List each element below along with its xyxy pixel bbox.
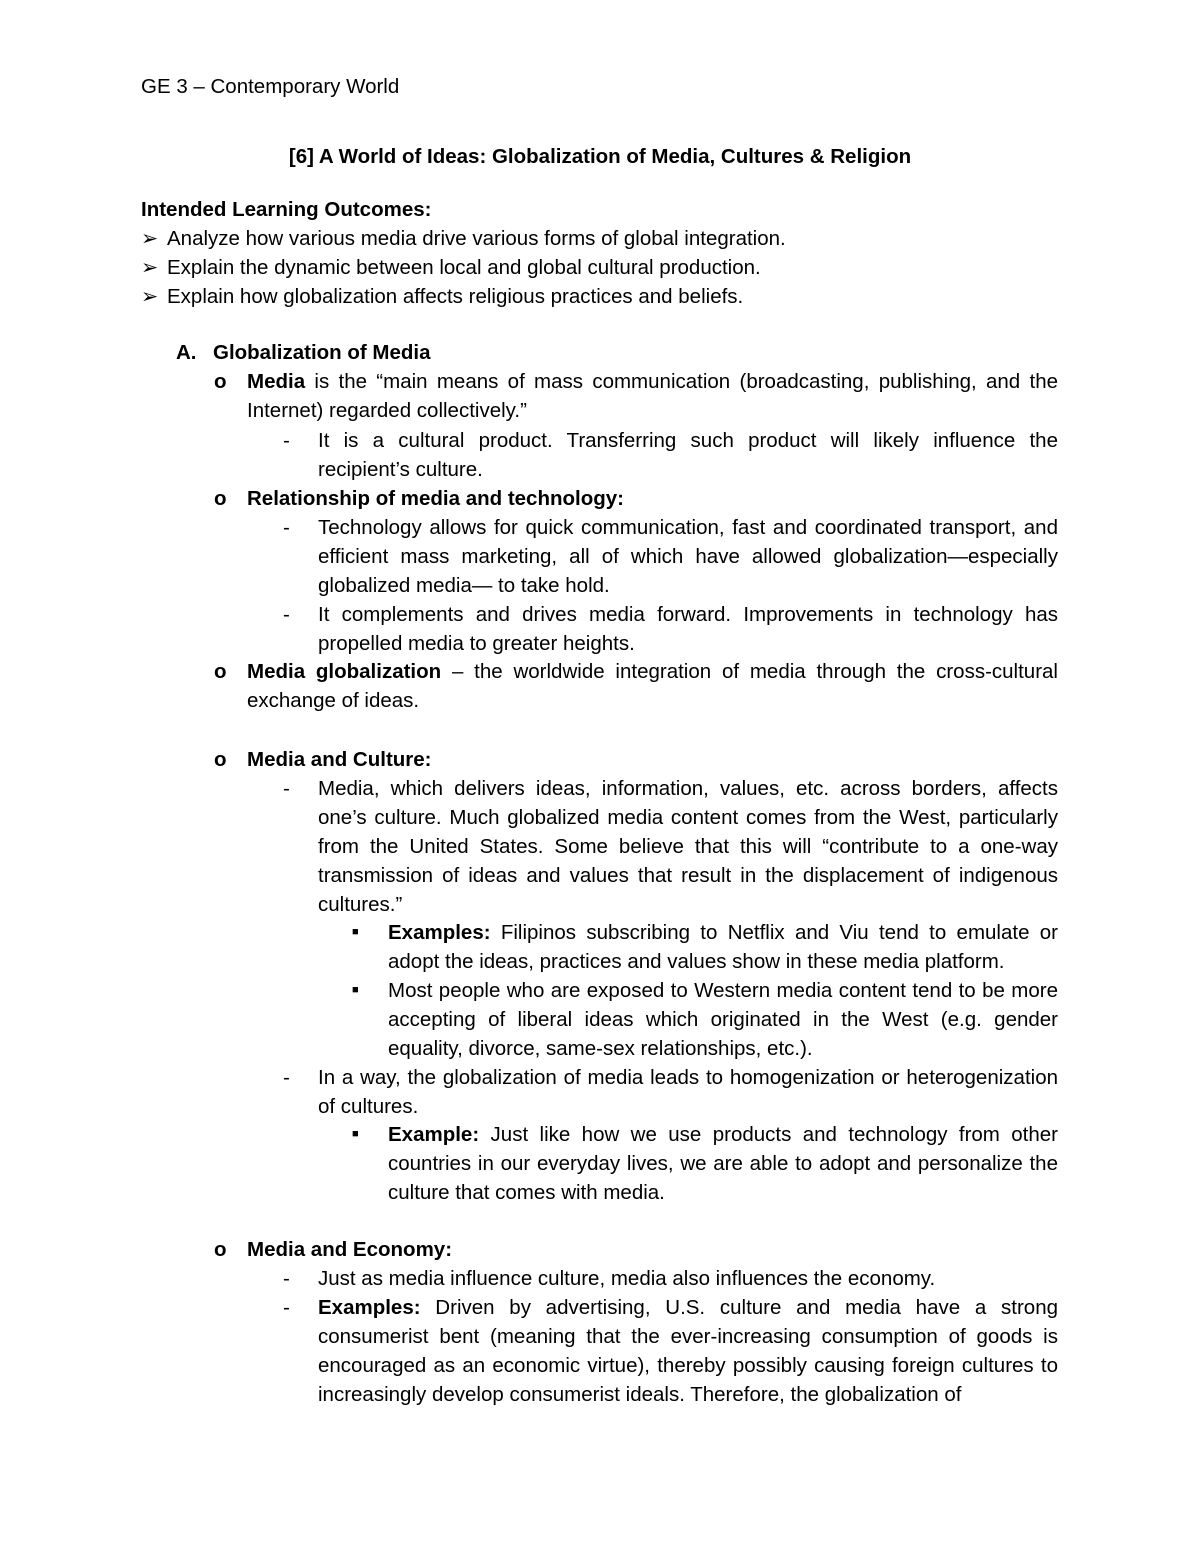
circle-bullet-icon: o <box>214 1238 227 1261</box>
item-heading: Media and Culture: <box>247 748 432 771</box>
square-bullet-icon: ■ <box>352 984 359 996</box>
term: Media <box>247 370 306 393</box>
sub-item <box>283 513 1058 600</box>
page-title: [6] A World of Ideas: Globalization of Media, Cultures & Religion <box>288 145 912 168</box>
list-item-media-globalization <box>214 657 1058 715</box>
ilo-item <box>141 224 786 253</box>
sub-item-text: It is a cultural product. Transferring such product will likely influence the recipient’s culture. <box>318 429 1058 481</box>
sub-item <box>283 426 1058 484</box>
ilo-heading: Intended Learning Outcomes: <box>141 198 432 221</box>
example-text: Driven by advertising, U.S. culture and media have a strong consumerist bent (meaning that the ever-increasing consumption of goods is encouraged as an economic virtue), thereby possibly causing foreign cultures to increasingly develop consumerist ideals. Therefore, the globalization of <box>318 1296 1058 1406</box>
dash-bullet-icon: - <box>283 1267 290 1290</box>
sub-item-text: Technology allows for quick communication, fast and coordinated transport, and efficient mass marketing, all of which have allowed globalization—especially globalized media— to take hold. <box>318 516 1058 597</box>
item-heading: Media and Economy: <box>247 1238 453 1261</box>
ilo-item <box>141 253 786 282</box>
example-label: Examples: <box>388 921 491 944</box>
ilo-item-text: Explain the dynamic between local and global cultural production. <box>167 256 761 279</box>
list-item-relationship <box>214 484 1058 513</box>
list-item-media-definition <box>214 367 1058 425</box>
ilo-item-text: Explain how globalization affects religious practices and beliefs. <box>167 285 744 308</box>
dash-bullet-icon: - <box>283 777 290 800</box>
dash-bullet-icon: - <box>283 1066 290 1089</box>
dash-bullet-icon: - <box>283 1296 290 1319</box>
example-text: Filipinos subscribing to Netflix and Viu tend to emulate or adopt the ideas, practices and values show in these media platform. <box>388 921 1058 973</box>
dash-bullet-icon: - <box>283 429 290 452</box>
example-label: Examples: <box>318 1296 421 1319</box>
square-bullet-icon: ■ <box>352 926 359 938</box>
arrow-bullet-icon: ➢ <box>141 256 159 279</box>
example-item <box>352 918 1058 976</box>
sub-item <box>283 1293 1058 1409</box>
example-text: Most people who are exposed to Western media content tend to be more accepting of liberal ideas which originated in the West (e.g. gender equality, divorce, same-sex relationships, etc.). <box>388 979 1058 1060</box>
example-item <box>352 976 1058 1063</box>
course-header: GE 3 – Contemporary World <box>141 75 400 98</box>
item-heading: Relationship of media and technology: <box>247 487 624 510</box>
arrow-bullet-icon: ➢ <box>141 227 159 250</box>
example-item <box>352 1120 1058 1207</box>
list-item-media-economy <box>214 1235 1058 1264</box>
definition-text: – the worldwide integration of media through the cross-cultural exchange of ideas. <box>247 660 1058 712</box>
sub-item-text: Media, which delivers ideas, information, values, etc. across borders, affects one’s culture. Much globalized media content comes from the West, particularly from the United States. Some believe that this will “contribute to a one-way transmission of ideas and values that result in the displacement of indigenous cultures.” <box>318 777 1058 916</box>
sub-item <box>283 774 1058 919</box>
dash-bullet-icon: - <box>283 516 290 539</box>
sub-item-text: Just as media influence culture, media also influences the economy. <box>318 1267 936 1290</box>
sub-item <box>283 1264 1058 1293</box>
arrow-bullet-icon: ➢ <box>141 285 159 308</box>
section-title: Globalization of Media <box>213 341 431 364</box>
term: Media globalization <box>247 660 442 683</box>
section-letter: A. <box>176 341 197 364</box>
square-bullet-icon: ■ <box>352 1128 359 1140</box>
ilo-list <box>141 224 786 311</box>
sub-item-text: It complements and drives media forward. Improvements in technology has propelled media to greater heights. <box>318 603 1058 655</box>
circle-bullet-icon: o <box>214 748 227 771</box>
ilo-item-text: Analyze how various media drive various forms of global integration. <box>167 227 786 250</box>
section-heading <box>176 338 431 367</box>
sub-item-text: In a way, the globalization of media leads to homogenization or heterogenization of cultures. <box>318 1066 1058 1118</box>
ilo-item <box>141 282 786 311</box>
sub-item <box>283 1063 1058 1121</box>
list-item-media-culture <box>214 745 1058 774</box>
circle-bullet-icon: o <box>214 487 227 510</box>
definition-text: is the “main means of mass communication (broadcasting, publishing, and the Internet) regarded collectively.” <box>247 370 1058 422</box>
circle-bullet-icon: o <box>214 370 227 393</box>
sub-item <box>283 600 1058 658</box>
example-label: Example: <box>388 1123 480 1146</box>
circle-bullet-icon: o <box>214 660 227 683</box>
example-text: Just like how we use products and technology from other countries in our everyday lives, we are able to adopt and personalize the culture that comes with media. <box>388 1123 1058 1204</box>
dash-bullet-icon: - <box>283 603 290 626</box>
